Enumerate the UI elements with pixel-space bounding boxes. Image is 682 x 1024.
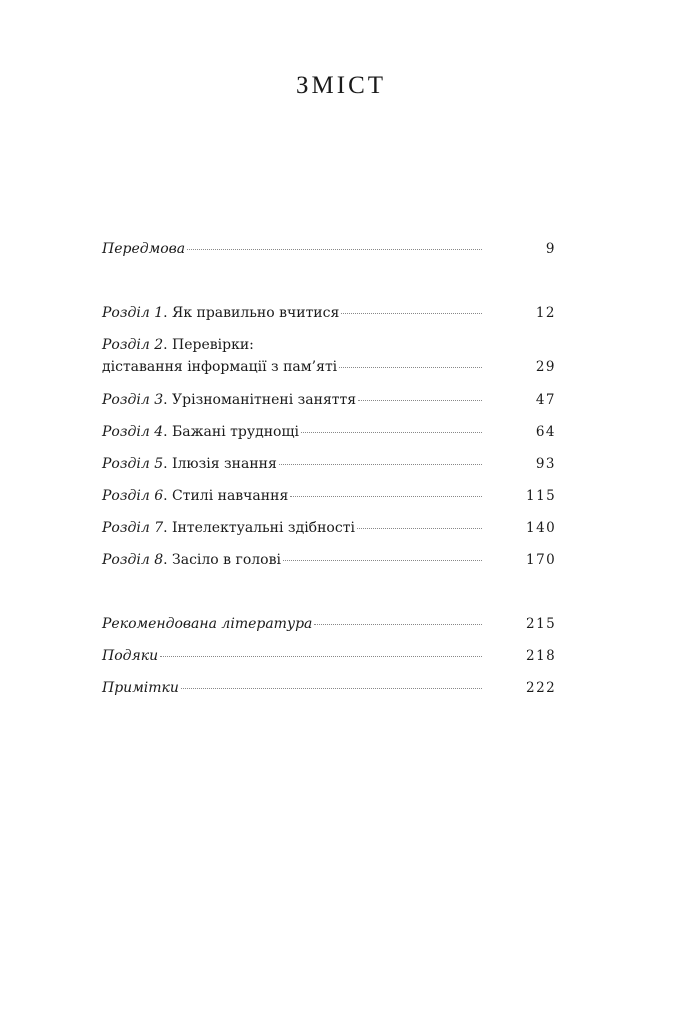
chapter-title: . Засіло в голові [163,552,281,568]
chapter-title: . Інтелектуальні здібності [163,520,355,536]
page-number: 47 [535,392,556,408]
toc-entry-preface[interactable] [102,240,556,258]
chapter-title: . Перевірки: [163,337,254,353]
page-number: 215 [526,616,557,632]
chapter-title: . Ілюзія знання [163,456,277,472]
page-number: 9 [545,241,556,257]
leader-dots [341,312,482,314]
toc-entry-chapter-1[interactable] [102,304,556,322]
chapter-title: . Як правильно вчитися [163,305,340,321]
leader-dots [314,623,482,625]
leader-dots [301,431,482,433]
page-number: 218 [526,648,557,664]
chapter-label: Розділ 1 [102,305,164,321]
page-number: 64 [535,424,556,440]
toc-entry-chapter-3[interactable] [102,391,556,409]
leader-dots [283,559,482,561]
chapter-label: Розділ 4 [102,424,164,440]
toc-entry-recommended-reading[interactable] [102,615,556,633]
chapter-label: Розділ 5 [102,456,164,472]
leader-dots [160,655,482,657]
toc-entry-chapter-4[interactable] [102,423,556,441]
chapter-label: Розділ 2 [102,337,164,353]
leader-dots [181,687,482,689]
page-number: 222 [526,680,557,696]
leader-dots [290,495,482,497]
entry-title: Подяки [102,648,159,664]
page-number: 93 [535,456,556,472]
page-number: 29 [535,359,556,375]
leader-dots [357,527,482,529]
chapter-label: Розділ 3 [102,392,164,408]
leader-dots [279,463,482,465]
toc-entry-chapter-7[interactable] [102,519,556,537]
chapter-title: . Урізноманітнені заняття [163,392,357,408]
leader-dots [339,366,482,368]
entry-title: Рекомендована література [102,616,313,632]
toc-entry-chapter-6[interactable] [102,487,556,505]
chapter-title-continued: діставання інформації з пам’яті [102,359,338,375]
toc-entry-acknowledgements[interactable] [102,647,556,665]
toc-entry-chapter-5[interactable] [102,455,556,473]
chapter-title: . Стилі навчання [163,488,289,504]
chapter-title: . Бажані труднощі [163,424,299,440]
page-number: 12 [535,305,556,321]
chapter-label: Розділ 8 [102,552,164,568]
chapter-label: Розділ 6 [102,488,164,504]
entry-title: Примітки [102,680,179,696]
leader-dots [187,248,482,250]
toc-entry-chapter-2[interactable] [102,358,556,376]
leader-dots [358,399,482,401]
page-number: 115 [526,488,557,504]
toc-entry-chapter-2-line-1[interactable] [102,336,254,354]
toc-entry-notes[interactable] [102,679,556,697]
page-title: ЗМІСТ [295,72,387,99]
page-number: 170 [526,552,557,568]
page-number: 140 [526,520,557,536]
entry-title: Передмова [102,241,186,257]
toc-entry-chapter-8[interactable] [102,551,556,569]
chapter-label: Розділ 7 [102,520,164,536]
